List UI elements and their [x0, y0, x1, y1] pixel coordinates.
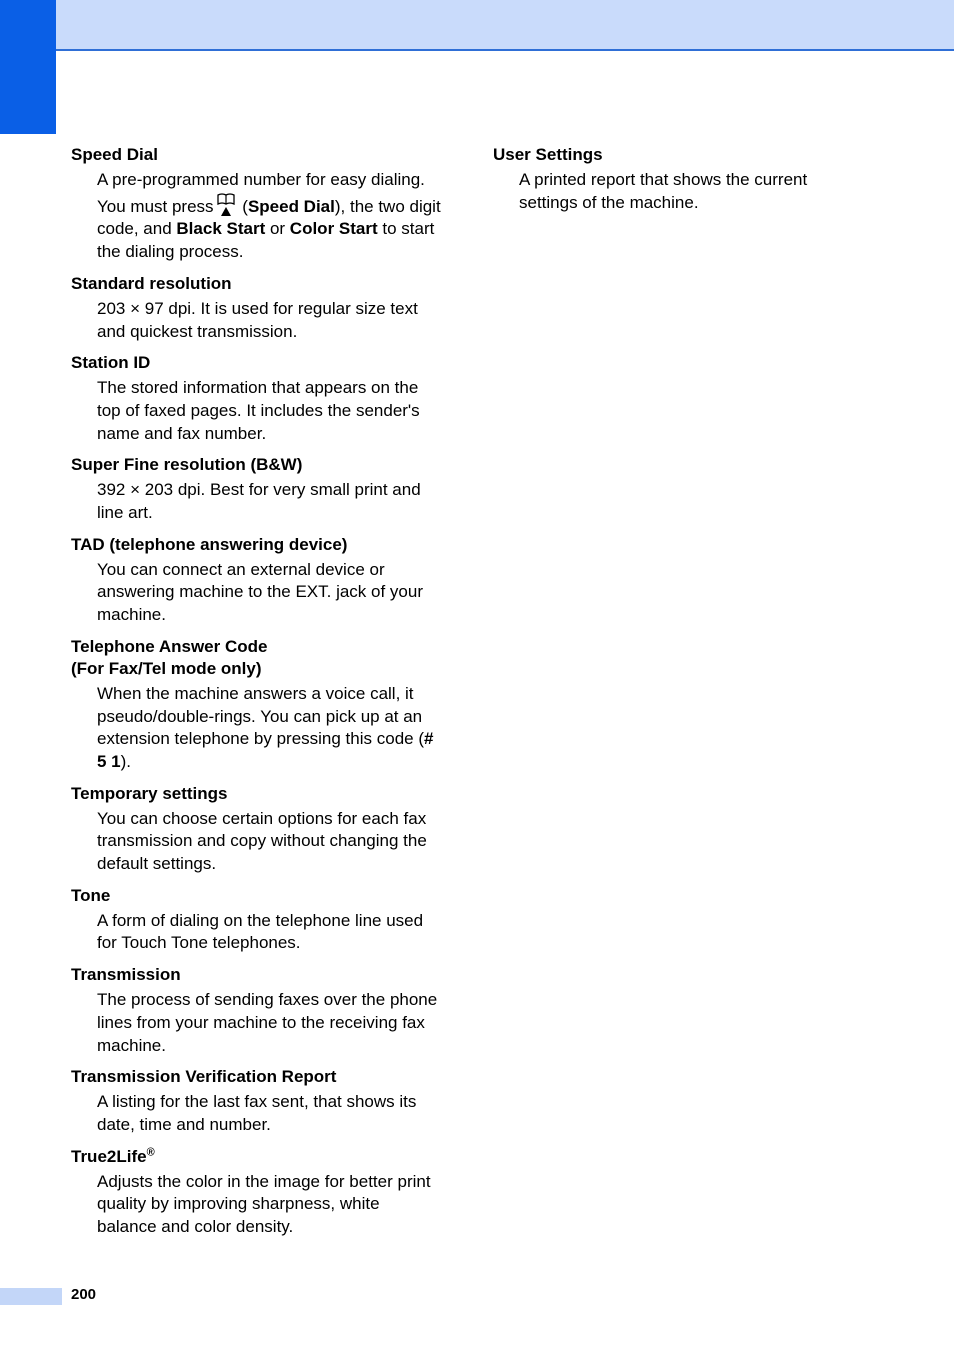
term-standard-resolution: Standard resolution — [71, 273, 232, 293]
entry-temporary-settings — [71, 783, 443, 876]
footer-bar — [0, 1288, 62, 1305]
entry-telephone-answer-code — [71, 636, 443, 774]
term-tone: Tone — [71, 885, 111, 905]
chapter-tab — [0, 0, 56, 134]
definition-temporary-settings: You can choose certain options for each fax transmission and copy without changing the default settings. — [97, 808, 427, 874]
speed-dial-book-icon — [216, 192, 236, 218]
term-temporary-settings: Temporary settings — [71, 783, 228, 803]
definition-transmission: The process of sending faxes over the phone lines from your machine to the receiving fax machine. — [97, 990, 438, 1055]
entry-true2life — [71, 1146, 443, 1239]
term-super-fine-resolution: Super Fine resolution (B&W) — [71, 455, 303, 475]
entry-user-settings — [493, 144, 865, 214]
entry-tone — [71, 885, 443, 955]
definition-station-id: The stored information that appears on the top of faxed pages. It includes the sender's name and fax number. — [97, 378, 420, 443]
definition-tad: You can connect an external device or answering machine to the EXT. jack of your machine. — [97, 559, 423, 625]
term-station-id: Station ID — [71, 353, 151, 373]
definition-tone: A form of dialing on the telephone line used for Touch Tone telephones. — [97, 910, 424, 953]
header-band — [0, 0, 954, 51]
term-tad: TAD (telephone answering device) — [71, 534, 348, 554]
definition-telephone-answer-code: When the machine answers a voice call, it pseudo/double-rings. You can pick up at an extension telephone by pressing this code (# 5 1). — [97, 683, 434, 771]
definition-speed-dial: A pre-programmed number for easy dialing. You must press (Speed Dial), the two digit code, and Black Start or Color Start to start the dialing process. — [97, 170, 441, 262]
term-user-settings: User Settings — [493, 145, 603, 164]
definition-user-settings: A printed report that shows the current settings of the machine. — [519, 170, 808, 212]
term-speed-dial: Speed Dial — [71, 145, 158, 164]
entry-super-fine-resolution — [71, 454, 443, 524]
definition-standard-resolution: 203 × 97 dpi. It is used for regular size text and quickest transmission. — [97, 298, 418, 341]
definition-true2life: Adjusts the color in the image for better print quality by improving sharpness, white balance and color density. — [97, 1171, 431, 1237]
registered-mark: ® — [146, 1146, 155, 1159]
entry-transmission-verification-report — [71, 1066, 443, 1136]
term-transmission: Transmission — [71, 965, 181, 985]
entry-station-id — [71, 352, 443, 445]
page-number: 200 — [71, 1286, 97, 1303]
entry-standard-resolution — [71, 273, 443, 343]
glossary-column-right — [493, 144, 865, 223]
term-true2life: True2Life® — [71, 1146, 155, 1166]
entry-transmission — [71, 964, 443, 1057]
term-transmission-verification-report: Transmission Verification Report — [71, 1067, 337, 1087]
definition-transmission-verification-report: A listing for the last fax sent, that shows its date, time and number. — [97, 1092, 417, 1134]
term-telephone-answer-code: Telephone Answer Code (For Fax/Tel mode only) — [71, 636, 268, 678]
entry-tad — [71, 534, 443, 627]
glossary-column-left — [71, 144, 443, 1248]
definition-super-fine-resolution: 392 × 203 dpi. Best for very small print and line art. — [97, 480, 421, 523]
entry-speed-dial — [71, 144, 443, 264]
